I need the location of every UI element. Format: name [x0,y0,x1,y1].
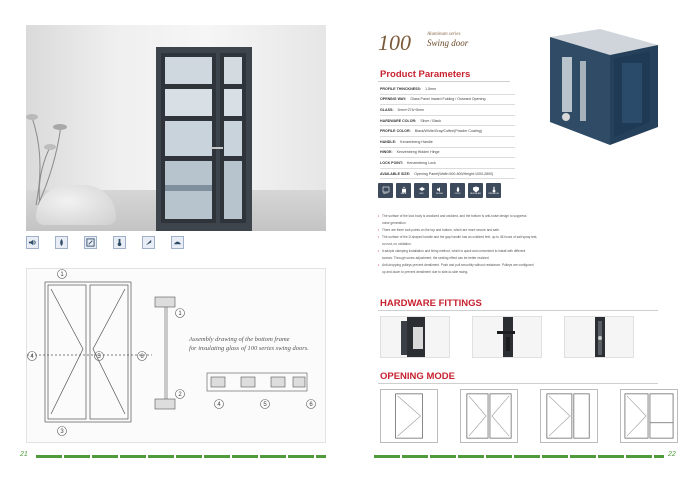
badge-label: SAFE [400,192,407,195]
door-with-fixed-panel-mode [620,389,678,443]
param-row [380,105,515,116]
lock-icon [396,183,411,198]
opening-mode-title: OPENING MODE [380,371,455,382]
technical-drawing [27,269,327,444]
door-photo [26,25,326,231]
badge-label: BURGLAR [470,192,481,195]
description-line: • The surface of the lock body is anodized and oxidized, and the bottom is anti-noise design to suppress [378,213,656,220]
shield-icon [468,183,483,198]
param-key: HANDLE: [380,139,397,144]
product-parameters-title: Product Parameters [380,69,471,80]
drawing-label: 6 [309,402,313,408]
param-value: Kenzenbeng Handle [400,139,433,144]
layers-icon [414,183,429,198]
param-value: 5mm+27A+5mm [397,107,425,112]
param-value: Opening Panel(Width:500-800/Height:1000-2800) [414,171,494,176]
param-row [380,84,515,95]
param-key: PROFILE THINCKNESS: [380,86,422,91]
param-key: PROFILE COLOR: [380,129,411,134]
drawing-label: 1 [60,272,64,278]
single-door-mode [380,389,438,443]
drop-icon [450,183,465,198]
description-line: • The surface of the D-shaped handle and the gap handle has an oxidized feel, up to 48 hours of salt spray test, [378,234,656,241]
series-name: Swing door [427,38,469,48]
hinge-image [380,316,450,358]
assembly-caption-line: for insulating glass of 100 series swing doors. [189,345,309,352]
param-row [380,116,515,127]
door-with-sidelight-mode [540,389,598,443]
page-number-left: 21 [20,451,28,458]
profile-cross-section [540,27,660,147]
param-key: OPENING WAY: [380,97,407,102]
param-key: HINGE: [380,150,393,155]
product-parameters-table [380,84,515,179]
param-row [380,95,515,106]
double-door-mode [460,389,518,443]
anti-theft-icon [142,236,155,249]
param-row [380,148,515,159]
param-key: HARDWARE COLOR: [380,118,417,123]
param-value: Kenzenbeng Hidden Hinge [396,150,440,155]
drawing-label: 3 [60,429,64,435]
param-key: GLASS: [380,107,394,112]
feature-badge-row [378,183,501,198]
hardware-fittings-title: HARDWARE FITTINGS [380,298,482,309]
param-key: LOCK POINT: [380,160,403,165]
drawing-label: 2 [178,392,182,398]
param-value: Silver / Black [420,118,442,123]
param-value: Kenzenbeng Lock [406,160,436,165]
assembly-drawing [26,268,326,443]
divider [378,81,510,82]
description-line: • It adopts clamping installation and fixing method, which is quick and convenient to install with different [378,248,656,255]
description-line: up and down to prevent derailment due to side-to-side swing. [382,270,469,274]
badge-label: COLD [454,192,461,195]
sound-insulation-icon [26,236,39,249]
param-row [380,126,515,137]
series-subtitle: Aluminum series [427,32,461,37]
drawing-label: 5 [263,402,267,408]
heat-insulation-icon [84,236,97,249]
thermometer-icon [486,183,501,198]
window-icon [378,183,393,198]
hardware-fittings-row [380,316,634,358]
badge-label: BRI [419,192,424,195]
right-footer-bar [374,455,664,458]
waterproof-icon [55,236,68,249]
sound-icon [432,183,447,198]
description-line: screws. Through screw adjustment, the sealing effect can be better realized. [382,256,490,260]
series-number: 100 [378,30,411,55]
param-value: Glass Panel Inward Folding / Outward Opening [410,97,486,102]
param-row [380,137,515,148]
left-footer-bar [36,455,326,458]
handle-image [472,316,542,358]
double-door [156,47,252,231]
divider [378,310,658,311]
page-number-right: 22 [668,451,676,458]
drawing-label: 6 [140,354,144,360]
param-value: 1.5mm [425,86,437,91]
assembly-caption [189,335,324,353]
feature-icon-row [26,236,194,249]
assembly-caption-line: Assembly drawing of the bottom frame [189,336,290,343]
temperature-icon [113,236,126,249]
drawing-label: 4 [217,402,221,408]
drawing-label: 4 [30,354,34,360]
param-row [380,169,515,180]
opening-mode-row [380,389,678,443]
description-list [378,213,656,276]
badge-label: MFT [383,192,388,195]
drawing-label: 1 [178,311,182,317]
divider [378,383,658,384]
description-line: no rust, no oxidation. [382,242,412,246]
wind-resistance-icon [171,236,184,249]
param-value: Black/White/Gray/Coffee(Powder Coating) [414,129,482,134]
param-key: AVAILABLE SIZE: [380,171,411,176]
param-row [380,158,515,169]
description-line: • Anti-dropping pulleys prevent derailment. Push and pull smoothly without resistance. Pulleys are configured [378,262,656,269]
description-line: noise generation. [382,221,407,225]
drawing-label: 5 [97,354,101,360]
badge-label: PREMIUM [488,192,499,195]
badge-label: NOISE [436,192,443,195]
lock-point-image [564,316,634,358]
description-line: • There are three lock points on the top and bottom, which are more secure and safe. [378,227,656,234]
